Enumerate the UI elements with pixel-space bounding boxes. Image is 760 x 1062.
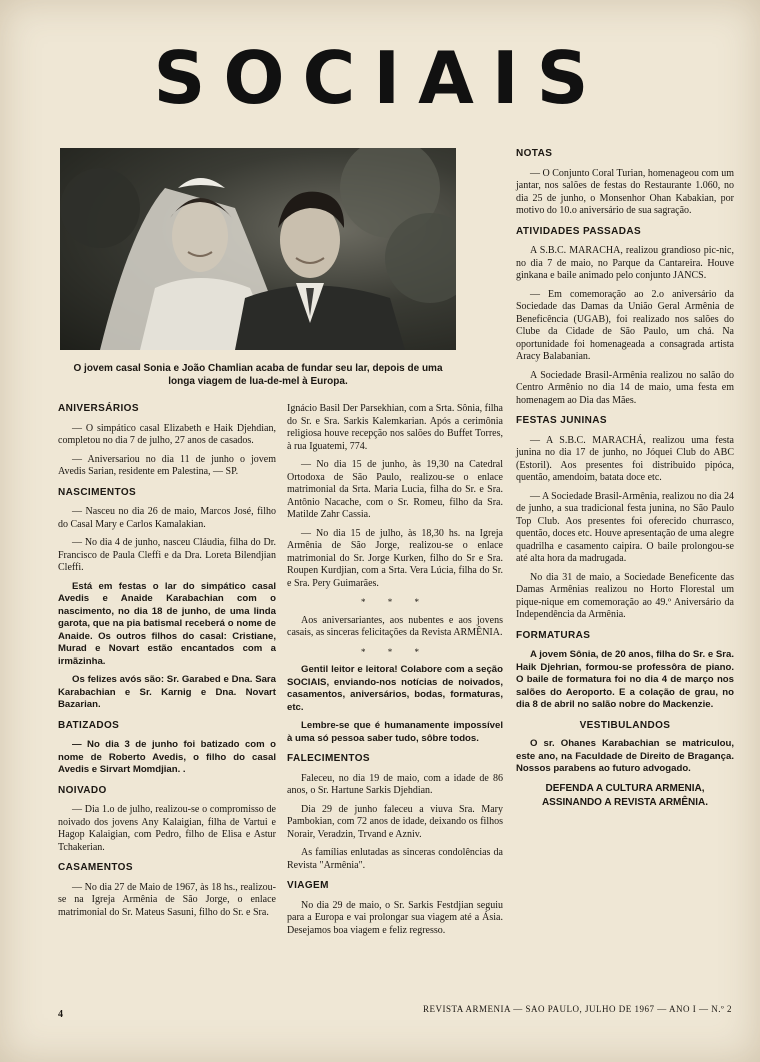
subscription-banner xyxy=(516,782,734,810)
paragraph: — Dia 1.o de julho, realizou-se o compromisso de noivado dos jovens Any Kalaigian, filha de Vartui e Hagop Kalaigian, com Pedro, filho de Elisa e Astur Tchakerian. xyxy=(58,804,276,853)
couple-illustration xyxy=(60,148,456,350)
heading-casamentos: CASAMENTOS xyxy=(58,862,133,873)
paragraph: No dia 29 de maio, o Sr. Sarkis Festdjian seguiu para a Europa e vai prolongar sua viagem até a Ásia. Desejamos boa viagem e feliz regresso. xyxy=(287,899,503,936)
paragraph-bold: O sr. Ohanes Karabachian se matriculou, este ano, na Faculdade de Direito de Bragança. Nossos parabens ao futuro advogado. xyxy=(516,738,734,774)
paragraph: — O Conjunto Coral Turian, homenageou com um jantar, nos salões de festas do Restaurante 1.060, no dia 25 de junho, o Monsenhor Ohan Kabakian, por motivo do 10.o aniversário de sua sagração. xyxy=(516,167,734,216)
paragraph: As famílias enlutadas as sinceras condolências da Revista "Armênia". xyxy=(287,847,503,871)
section-title: SOCIAIS xyxy=(153,36,607,120)
heading-nascimentos: NASCIMENTOS xyxy=(58,486,137,498)
paragraph: — A Sociedade Brasil-Armênia, realizou no dia 24 de junho, a sua tradicional festa junina, no São Paulo Top Club. Aos presentes foi oferecido churrasco, quentão, doces etc. Houve apresentação de uma alegre quadrilha e casamento caipira. O baile prolongou-se até alta hora da madrugada. xyxy=(516,490,734,564)
paragraph: — No dia 4 de junho, nasceu Cláudia, filha do Dr. Francisco de Paula Cleffi e da Dra. Loreta Bilendjian Cleffi. xyxy=(58,537,276,573)
paragraph: Faleceu, no dia 19 de maio, com a idade de 86 anos, o Sr. Hartune Sarkis Djehdian. xyxy=(287,772,503,796)
paragraph: — Nasceu no dia 26 de maio, Marcos José, filho do Casal Mary e Carlos Kamalakian. xyxy=(58,506,276,530)
column-right xyxy=(516,148,734,810)
paragraph-bold: — No dia 3 de junho foi batizado com o nome de Roberto Avedis, o filho do casal Avedis e Sirvart Momdjian. . xyxy=(58,739,276,775)
paragraph-bold: Gentil leitor e leitora! Colabore com a seção SOCIAIS, enviando-nos notícias de noivados, casamentos, aniversários, bodas, formaturas, etc. xyxy=(287,664,503,713)
paragraph: — A S.B.C. MARACHÁ, realizou uma festa junina no dia 17 de junho, no Jóquei Club do ABC (Estoril). Aos presentes foi distribuido pipóca, quentão, amendoim, batata doce etc. xyxy=(516,434,734,483)
paragraph: — No dia 27 de Maio de 1967, às 18 hs., realizou-se na Igreja Armênia de São Jorge, o enlace matrimonial do Sr. Mateus Sasuni, filho do Sr. e Sra. xyxy=(58,881,276,918)
heading-vestibulandos: VESTIBULANDOS xyxy=(579,719,671,731)
banner-line-1: DEFENDA A CULTURA ARMENIA, xyxy=(545,782,705,794)
separator-stars: * * * xyxy=(361,646,429,657)
heading-noivado: NOIVADO xyxy=(58,784,107,796)
paragraph: A S.B.C. MARACHA, realizou grandioso pic-nic, no dia 7 de maio, no Parque da Cantareira. Houve ginkana e baile animado pelo conjunto JANCS. xyxy=(516,245,734,281)
paragraph-bold: Lembre-se que é humanamente impossível à uma só pessoa saber tudo, sôbre todos. xyxy=(287,720,503,744)
heading-falecimentos: FALECIMENTOS xyxy=(287,753,370,764)
column-middle xyxy=(287,403,503,943)
heading-notas: NOTAS xyxy=(516,148,553,159)
photo-caption: O jovem casal Sonia e João Chamlian acaba de fundar seu lar, depois de uma longa viagem de lua-de-mel à Europa. xyxy=(73,363,443,387)
heading-atividades: ATIVIDADES PASSADAS xyxy=(516,225,642,237)
paragraph: A Sociedade Brasil-Armênia realizou no salão do Centro Armênio no dia 14 de maio, uma festa em homenagem ao Dia das Mães. xyxy=(516,369,734,406)
heading-aniversarios: ANIVERSÁRIOS xyxy=(58,403,139,414)
heading-festas-juninas: FESTAS JUNINAS xyxy=(516,415,607,426)
paragraph: Dia 29 de junho faleceu a viuva Sra. Mary Pambokian, com 72 anos de idade, deixando os filhos Norair, Veradzin, Trvand e Azniv. xyxy=(287,803,503,840)
paragraph: — No dia 15 de julho, às 18,30 hs. na Igreja Armênia de São Jorge, realizou-se o enlace matrimonial do Sr. Jorge Kurken, filho do Sr e Sra. Roupen Kurdjian, com a Srta. Vera Lúcia, filha do Sr. e Sra. Pery Guimarães. xyxy=(287,527,503,589)
page-footer: REVISTA ARMENIA — SAO PAULO, JULHO DE 1967 — ANO I — N.º 2 xyxy=(422,1004,732,1014)
paragraph-bold: Os felizes avós são: Sr. Garabed e Dna. Sara Karabachian e Sr. Karnig e Dna. Novart Bazarian. xyxy=(58,674,276,710)
heading-batizados: BATIZADOS xyxy=(58,719,120,731)
paragraph: Ignácio Basil Der Parsekhian, com a Srta. Sônia, filha do Sr. e Sra. Sarkis Kalemkarian. Após a cerimônia religiosa houve recepção nos salões do Buffet Torres, à rua Iguatemi, 774. xyxy=(287,403,503,452)
heading-viagem: VIAGEM xyxy=(287,880,329,891)
heading-formaturas: FORMATURAS xyxy=(516,629,591,641)
wedding-photo xyxy=(60,148,456,350)
paragraph: — No dia 15 de junho, às 19,30 na Catedral Ortodoxa de São Paulo, realizou-se o enlace matrimonial da Srta. Maria Lucia, filha do Sr. e Sra. Antônio Nacache, com o Sr. Romeu, filho da Sra. Matilde Zahr Cassia. xyxy=(287,459,503,520)
paragraph: No dia 31 de maio, a Sociedade Beneficente das Damas Armênias realizou no Horto Florestal um pique-nique em comemoração ao 49.º Aniversário da Independência da Armênia. xyxy=(516,571,734,620)
paragraph-bold: A jovem Sônia, de 20 anos, filha do Sr. e Sra. Haik Djehrian, formou-se professôra de piano. O baile de formatura foi no dia 4 de março nos salões do Aeroporto. E a colação de grau, no dia 8 de abril no salão nobre do Mackenzie. xyxy=(516,649,734,710)
page-number: 4 xyxy=(58,1009,63,1020)
separator-stars: * * * xyxy=(361,597,429,607)
paragraph: — O simpático casal Elizabeth e Haik Djehdian, completou no dia 7 de julho, 27 anos de casados. xyxy=(58,422,276,446)
paragraph-bold: Está em festas o lar do simpático casal Avedis e Anaide Karabachian com o nascimento, no dia 18 de junho, de uma linda garota, que na pia batismal receberá o nome de Anaide. Os outros filhos do casal: Cristiane, Murad e Novart estão encantados com a irmãzinha. xyxy=(58,580,276,667)
paragraph: — Aniversariou no dia 11 de junho o jovem Avedis Sarian, residente em Palestina, — SP. xyxy=(58,453,276,477)
paragraph: Aos aniversariantes, aos nubentes e aos jovens casais, as sinceras felicitações da Revista ARMÊNIA. xyxy=(287,614,503,638)
paragraph: — Em comemoração ao 2.o aniversário da Sociedade das Damas da União Geral Armênia de Beneficência (UGAB), foi realizado nos salões do Clube da Cidade de São Paulo, um chá. Na oportunidade foi homenageada a consagrada artista Aracy Balabanian. xyxy=(516,288,734,362)
column-left xyxy=(58,403,276,925)
banner-line-2: ASSINANDO A REVISTA ARMÊNIA. xyxy=(541,796,709,808)
